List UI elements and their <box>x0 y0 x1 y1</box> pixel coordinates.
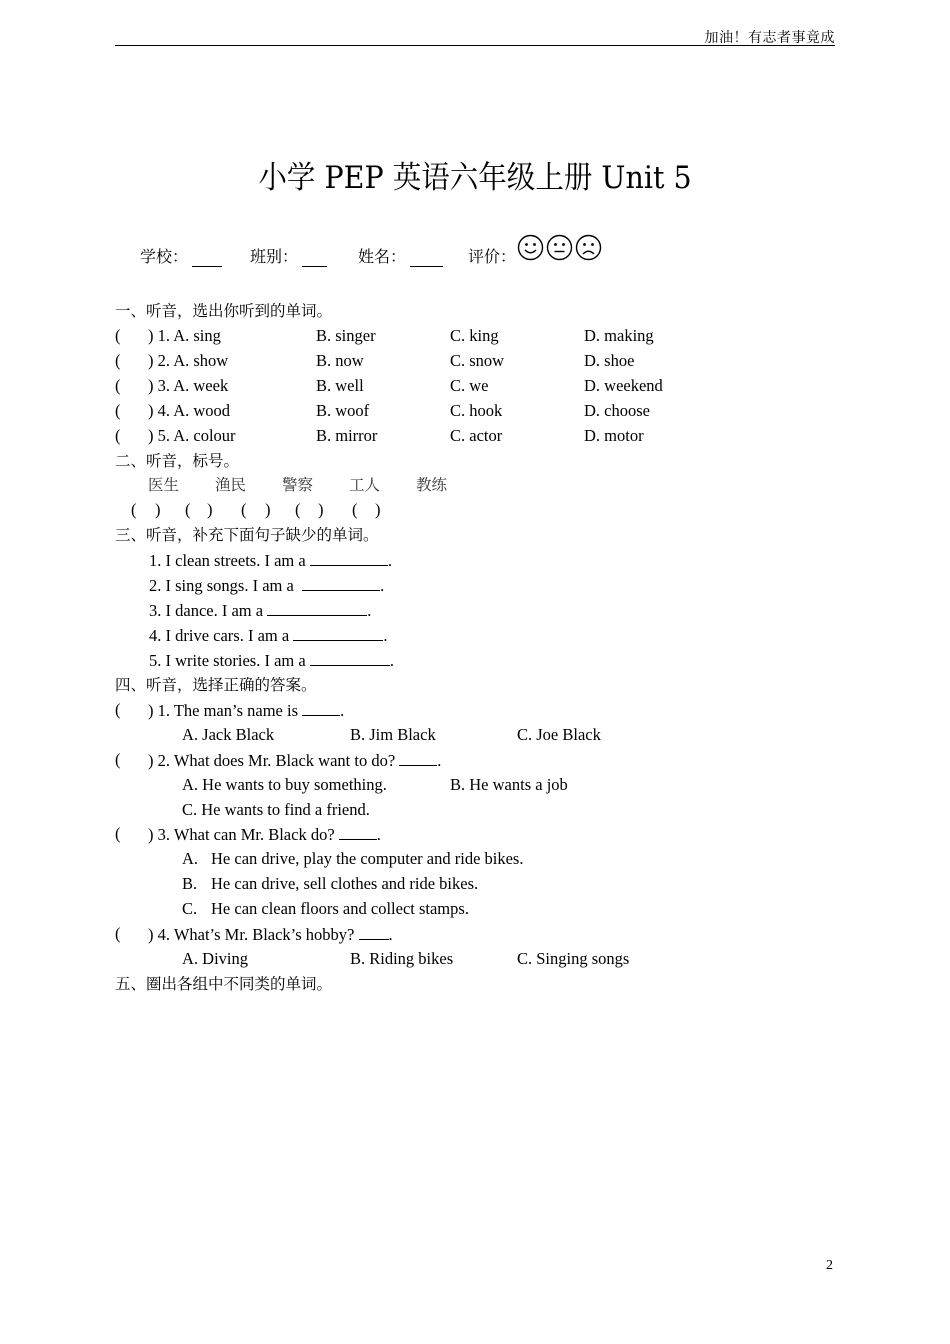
header-motto: 加油！有志者事竟成 <box>704 30 835 46</box>
question-stem: ) 1. The man’s name is . <box>148 701 345 720</box>
option-d: D. motor <box>584 426 644 445</box>
option-d: D. choose <box>584 401 650 420</box>
option-c: C. He wants to find a friend. <box>182 800 370 819</box>
option-b: B. woof <box>316 401 370 420</box>
option-b: B. now <box>316 351 364 370</box>
rating-label: 评价： <box>468 247 517 266</box>
smile-face-icon[interactable] <box>517 234 544 261</box>
option-a: ) 4. A. wood <box>148 401 231 420</box>
option-c: C. actor <box>450 426 503 445</box>
option-a: A. Jack Black <box>182 725 275 744</box>
blank-open-paren[interactable]: ( <box>131 500 137 519</box>
name-label: 姓名： <box>358 247 407 266</box>
option-b: B. mirror <box>316 426 378 445</box>
blank-open-paren[interactable]: ( <box>352 500 358 519</box>
fill-sentence <box>149 550 392 571</box>
frown-face-icon[interactable] <box>575 234 602 261</box>
class-label: 班别： <box>250 247 299 266</box>
fill-sentence <box>149 600 371 621</box>
option-a: A. He wants to buy something. <box>182 775 387 794</box>
answer-blank[interactable] <box>399 750 437 766</box>
blank-open-paren[interactable]: ( <box>185 500 191 519</box>
word-worker: 工人 <box>349 476 381 494</box>
sentence-text: 3. I dance. I am a <box>149 601 264 620</box>
period: . <box>389 651 394 670</box>
answer-open-paren[interactable]: ( <box>115 426 121 445</box>
question-stem: ) 4. What’s Mr. Black’s hobby? . <box>148 925 393 944</box>
answer-open-paren[interactable]: ( <box>115 700 121 719</box>
question-stem: ) 3. What can Mr. Black do? . <box>148 825 381 844</box>
option-a: ) 3. A. week <box>148 376 229 395</box>
blank-close-paren[interactable]: ) <box>265 500 271 519</box>
option-b: B. Jim Black <box>350 725 436 744</box>
neutral-face-icon[interactable] <box>546 234 573 261</box>
page-number: 2 <box>826 1258 833 1273</box>
period: . <box>367 601 372 620</box>
section4-heading: 四、听音，选择正确的答案。 <box>115 676 317 694</box>
answer-blank[interactable] <box>339 824 377 840</box>
answer-open-paren[interactable]: ( <box>115 750 121 769</box>
answer-open-paren[interactable]: ( <box>115 351 121 370</box>
answer-blank[interactable] <box>293 625 383 641</box>
answer-blank[interactable] <box>359 924 389 940</box>
period: . <box>387 551 392 570</box>
period: . <box>383 626 388 645</box>
section5-heading: 五、圈出各组中不同类的单词。 <box>115 975 333 993</box>
sentence-text: 4. I drive cars. I am a <box>149 626 290 645</box>
option-a-label: A. <box>182 849 199 868</box>
option-b-label: B. <box>182 874 198 893</box>
class-field <box>250 244 327 267</box>
option-c: He can clean floors and collect stamps. <box>211 899 469 918</box>
word-fisherman: 渔民 <box>215 476 247 494</box>
option-b: B. He wants a job <box>450 775 568 794</box>
question-stem: ) 2. What does Mr. Black want to do? . <box>148 751 442 770</box>
answer-open-paren[interactable]: ( <box>115 376 121 395</box>
option-c: C. Singing songs <box>517 949 630 968</box>
answer-open-paren[interactable]: ( <box>115 326 121 345</box>
word-police: 警察 <box>282 476 314 494</box>
rating-field <box>468 244 516 267</box>
answer-blank[interactable] <box>302 575 380 591</box>
sentence-text: 5. I write stories. I am a <box>149 651 306 670</box>
option-c: C. king <box>450 326 499 345</box>
sentence-text: 2. I sing songs. I am a <box>149 576 294 595</box>
option-c: C. we <box>450 376 489 395</box>
header-divider <box>115 45 835 46</box>
option-b: B. singer <box>316 326 376 345</box>
fill-sentence <box>149 650 394 671</box>
page-title: 小学 PEP 英语六年级上册 Unit 5 <box>258 160 692 196</box>
option-d: D. shoe <box>584 351 635 370</box>
name-field <box>358 244 443 267</box>
blank-open-paren[interactable]: ( <box>241 500 247 519</box>
blank-close-paren[interactable]: ) <box>207 500 213 519</box>
school-label: 学校： <box>140 247 189 266</box>
fill-sentence <box>149 575 384 596</box>
blank-open-paren[interactable]: ( <box>295 500 301 519</box>
blank-close-paren[interactable]: ) <box>375 500 381 519</box>
sentence-text: 1. I clean streets. I am a <box>149 551 306 570</box>
fill-sentence <box>149 625 387 646</box>
option-c: C. snow <box>450 351 505 370</box>
word-doctor: 医生 <box>148 476 180 494</box>
period: . <box>380 576 385 595</box>
option-c-label: C. <box>182 899 198 918</box>
section3-heading: 三、听音，补充下面句子缺少的单词。 <box>115 526 379 544</box>
option-b: He can drive, sell clothes and ride bikes. <box>211 874 479 893</box>
option-c: C. hook <box>450 401 503 420</box>
section2-heading: 二、听音，标号。 <box>115 452 240 470</box>
answer-blank[interactable] <box>310 650 390 666</box>
option-c: C. Joe Black <box>517 725 601 744</box>
answer-open-paren[interactable]: ( <box>115 401 121 420</box>
section1-heading: 一、听音，选出你听到的单词。 <box>115 302 333 320</box>
answer-blank[interactable] <box>302 700 340 716</box>
answer-blank[interactable] <box>267 600 367 616</box>
option-d: D. making <box>584 326 654 345</box>
name-blank[interactable] <box>410 250 443 267</box>
school-field <box>140 244 222 267</box>
blank-close-paren[interactable]: ) <box>155 500 161 519</box>
option-d: D. weekend <box>584 376 663 395</box>
school-blank[interactable] <box>192 250 222 267</box>
answer-open-paren[interactable]: ( <box>115 924 121 943</box>
option-b: B. well <box>316 376 364 395</box>
option-b: B. Riding bikes <box>350 949 454 968</box>
option-a: ) 2. A. show <box>148 351 229 370</box>
class-blank[interactable] <box>302 250 327 267</box>
option-a: ) 5. A. colour <box>148 426 236 445</box>
answer-open-paren[interactable]: ( <box>115 824 121 843</box>
blank-close-paren[interactable]: ) <box>318 500 324 519</box>
option-a: A. Diving <box>182 949 248 968</box>
option-a: He can drive, play the computer and ride bikes. <box>211 849 524 868</box>
answer-blank[interactable] <box>310 550 388 566</box>
word-coach: 教练 <box>416 476 448 494</box>
option-a: ) 1. A. sing <box>148 326 221 345</box>
rating-faces <box>517 234 602 261</box>
